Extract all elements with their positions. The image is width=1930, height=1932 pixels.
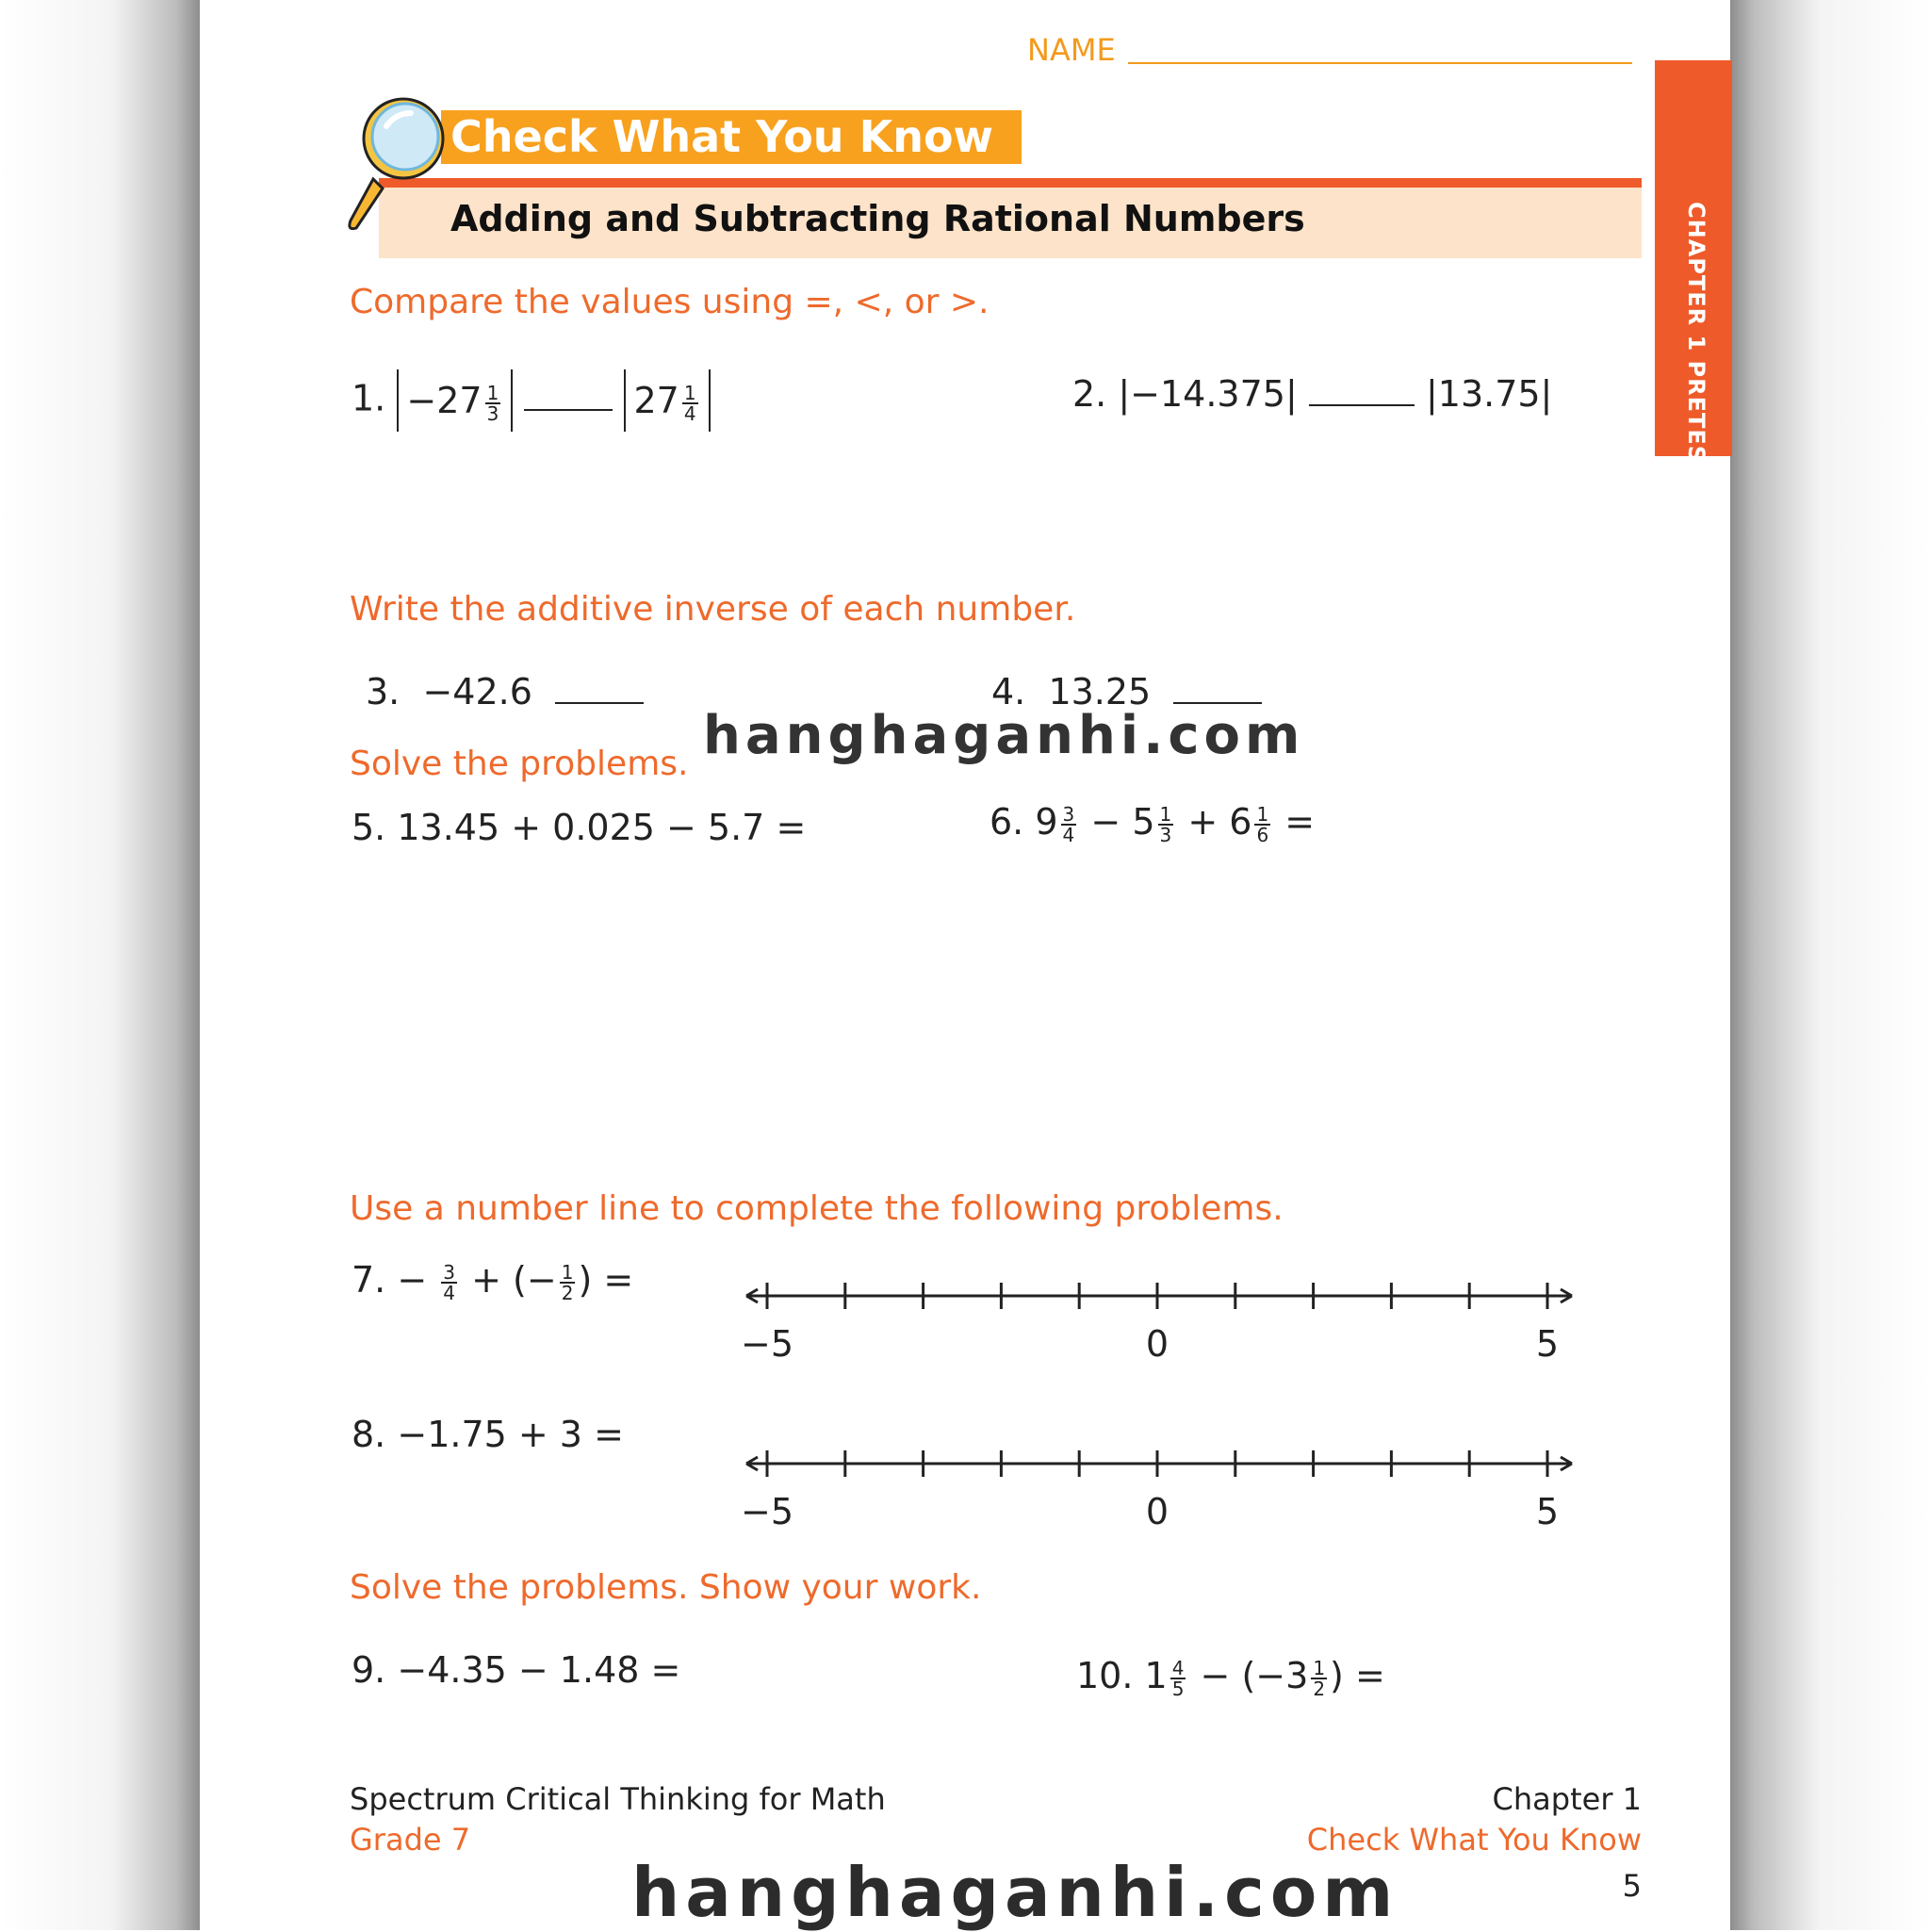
chapter-pretest-tab bbox=[1655, 60, 1732, 480]
problem-3 bbox=[366, 671, 644, 712]
fraction: $\frac{1}{2}$ bbox=[561, 1260, 574, 1304]
watermark-text: hanghaganhi.com bbox=[703, 705, 1305, 766]
absolute-value-left: −27 $\frac{1}{3}$ bbox=[397, 369, 513, 432]
expression-right: |13.75| bbox=[1425, 373, 1553, 415]
problem-expression: −1.75 + 3 = bbox=[397, 1414, 624, 1455]
problem-number: 9. bbox=[352, 1649, 386, 1691]
problem-number: 1. bbox=[352, 377, 386, 419]
fraction: $\frac{1}{3}$ bbox=[486, 381, 499, 425]
problem-number: 6. bbox=[990, 801, 1024, 843]
absolute-value-right: 27 $\frac{1}{4}$ bbox=[624, 369, 710, 432]
fraction: $\frac{1}{6}$ bbox=[1256, 802, 1269, 846]
problem-number: 4. bbox=[991, 671, 1026, 712]
footer-book-title: Spectrum Critical Thinking for Math bbox=[350, 1781, 886, 1817]
problem-number: 3. bbox=[366, 671, 401, 712]
number-line-label: 5 bbox=[1535, 1491, 1560, 1532]
fraction: $\frac{3}{4}$ bbox=[443, 1260, 456, 1304]
number-line-label: −5 bbox=[740, 1491, 794, 1532]
footer-grade: Grade 7 bbox=[350, 1822, 471, 1858]
fraction: $\frac{1}{2}$ bbox=[1313, 1656, 1326, 1700]
number-line-label: 5 bbox=[1535, 1323, 1560, 1365]
problem-number: 8. bbox=[352, 1414, 386, 1455]
number-line-label: 0 bbox=[1145, 1491, 1169, 1532]
fraction: $\frac{4}{5}$ bbox=[1171, 1656, 1185, 1700]
page-shadow-left bbox=[0, 0, 200, 1930]
inverse-instruction: Write the additive inverse of each number. bbox=[350, 590, 1076, 629]
solve-instruction: Solve the problems. bbox=[350, 745, 689, 783]
footer-chapter: Chapter 1 bbox=[1492, 1781, 1642, 1817]
lesson-subtitle: Adding and Subtracting Rational Numbers bbox=[450, 198, 1305, 239]
fraction: $\frac{1}{3}$ bbox=[1159, 802, 1172, 846]
name-label: NAME bbox=[1027, 32, 1116, 68]
fraction: $\frac{3}{4}$ bbox=[1062, 802, 1075, 846]
magnifying-glass-icon bbox=[345, 94, 458, 236]
number-line-label: −5 bbox=[740, 1323, 794, 1365]
number-line-2[interactable] bbox=[735, 1440, 1583, 1544]
answer-blank[interactable] bbox=[1173, 674, 1262, 704]
problem-value: −42.6 bbox=[422, 671, 532, 712]
section-title bbox=[441, 110, 1022, 164]
problem-expression: 13.45 + 0.025 − 5.7 = bbox=[397, 807, 807, 848]
problem-value: 13.25 bbox=[1048, 671, 1152, 712]
problem-number: 5. bbox=[352, 807, 386, 848]
problem-10: 10. 1 $\frac{4}{5}$ − (−3 $\frac{1}{2}$ ) = bbox=[1076, 1655, 1385, 1700]
problem-5 bbox=[352, 807, 806, 848]
problem-6: 6. 9 $\frac{3}{4}$ − 5 $\frac{1}{3}$ + 6 $\frac{1}{6}$ = bbox=[990, 801, 1316, 846]
problem-number: 7. bbox=[352, 1259, 386, 1301]
page-number: 5 bbox=[1622, 1868, 1642, 1904]
answer-blank[interactable] bbox=[524, 381, 613, 411]
problem-number: 10. bbox=[1076, 1655, 1134, 1696]
page-shadow-right bbox=[1730, 0, 1930, 1930]
problem-8 bbox=[352, 1414, 624, 1455]
name-field-line[interactable] bbox=[1128, 62, 1632, 64]
numberline-instruction: Use a number line to complete the following problems. bbox=[350, 1189, 1284, 1228]
header-rule bbox=[379, 178, 1642, 188]
footer-section: Check What You Know bbox=[1306, 1822, 1642, 1858]
problem-7: 7. − $\frac{3}{4}$ + (− $\frac{1}{2}$ ) = bbox=[352, 1259, 634, 1304]
number-line-1[interactable] bbox=[735, 1272, 1583, 1376]
answer-blank[interactable] bbox=[555, 674, 644, 704]
problem-number: 2. bbox=[1072, 373, 1107, 415]
chapter-tab-label: CHAPTER 1 PRETEST bbox=[1683, 202, 1709, 480]
problem-9 bbox=[352, 1649, 680, 1691]
problem-2 bbox=[1072, 373, 1552, 415]
problem-1 bbox=[352, 369, 711, 432]
title-text: Check What You Know bbox=[450, 111, 994, 162]
number-line-label: 0 bbox=[1145, 1323, 1169, 1365]
watermark-text-bottom: hanghaganhi.com bbox=[631, 1853, 1399, 1932]
solve-work-instruction: Solve the problems. Show your work. bbox=[350, 1568, 982, 1607]
problem-expression: −4.35 − 1.48 = bbox=[397, 1649, 681, 1691]
compare-instruction: Compare the values using =, <, or >. bbox=[350, 283, 990, 321]
expression-left: |−14.375| bbox=[1118, 373, 1298, 415]
answer-blank[interactable] bbox=[1309, 376, 1415, 406]
fraction: $\frac{1}{4}$ bbox=[683, 381, 696, 425]
